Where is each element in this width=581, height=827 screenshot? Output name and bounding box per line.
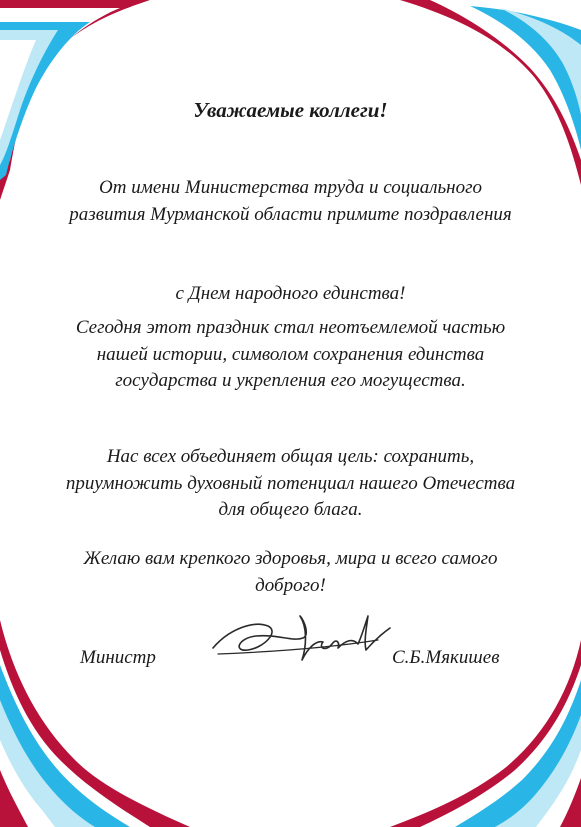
wishes-paragraph: Желаю вам крепкого здоровья, мира и всего самого доброго! bbox=[83, 548, 498, 596]
history-paragraph: Сегодня этот праздник стал неотъемлемой частью нашей истории, символом сохранения единства государства и укрепления его могущества. bbox=[75, 317, 506, 391]
holiday-line: с Днем народного единства! bbox=[175, 283, 406, 304]
greeting-heading: Уважаемые коллеги! bbox=[193, 98, 388, 122]
handwritten-signature bbox=[208, 608, 393, 668]
signer-name: С.Б.Мякишев bbox=[392, 647, 500, 668]
signer-title: Министр bbox=[80, 647, 156, 668]
common-goal-paragraph: Нас всех объединяет общая цель: сохранить, приумножить духовный потенциал нашего Отечества для общего блага. bbox=[65, 446, 516, 520]
congratulation-paragraph: От имени Министерства труда и социального развития Мурманской области примите поздравления bbox=[69, 177, 512, 225]
